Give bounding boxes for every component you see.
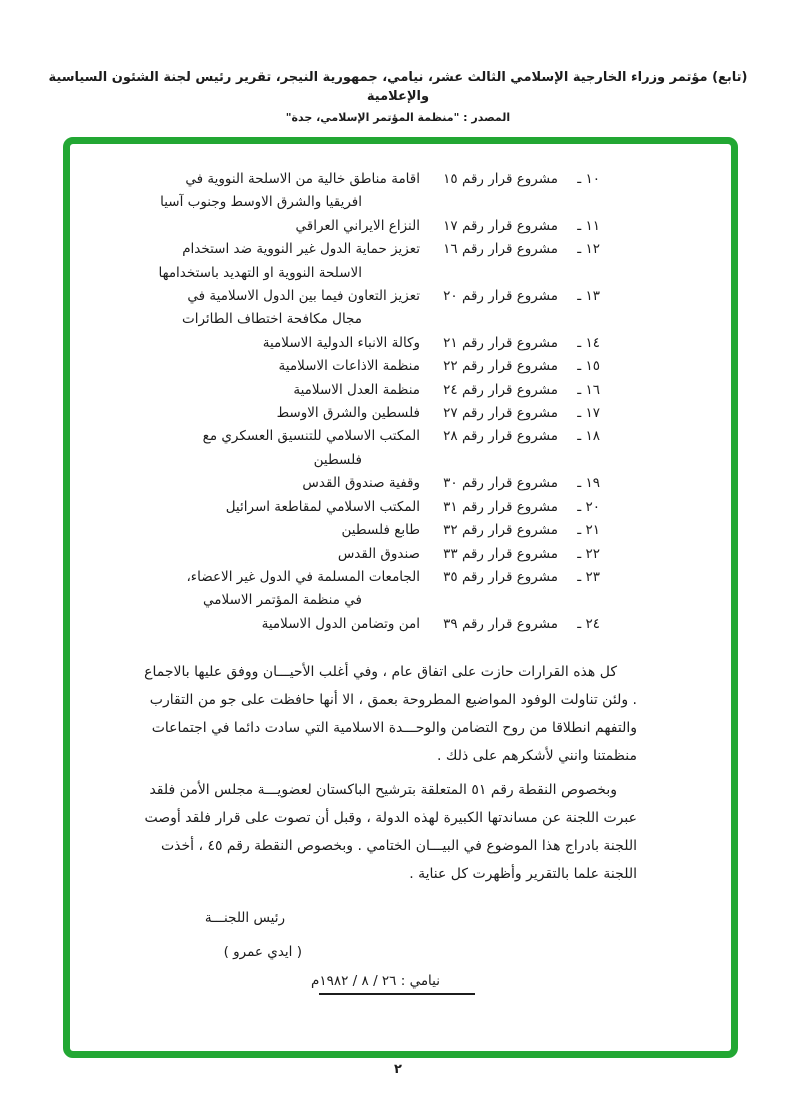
resolution-description [130, 215, 420, 238]
resolution-item-number: ٢٠ ـ [577, 498, 600, 515]
resolution-item-number: ١٦ ـ [577, 381, 600, 398]
resolution-label: مشروع قرار رقم ٢٧ [443, 405, 558, 422]
resolution-description [130, 285, 420, 332]
resolution-row [70, 168, 600, 215]
resolution-label: مشروع قرار رقم ٣٥ [443, 568, 558, 585]
resolution-row [70, 355, 600, 378]
resolution-label: مشروع قرار رقم ٢٤ [443, 381, 558, 398]
resolution-item-number: ٢٤ ـ [577, 615, 600, 632]
signature-underline [319, 993, 475, 995]
resolution-label: مشروع قرار رقم ١٥ [443, 171, 558, 187]
signature-name: ( ايدي عمرو ) [223, 944, 302, 961]
resolution-item-number: ١١ ـ [577, 217, 600, 234]
resolution-label: مشروع قرار رقم ١٦ [443, 241, 558, 258]
resolution-description-line: وكالة الانباء الدولية الاسلامية [262, 334, 420, 351]
resolution-item-number: ١٨ ـ [577, 428, 600, 445]
resolution-row [70, 332, 600, 355]
resolution-row [70, 402, 600, 425]
resolution-description [130, 402, 420, 425]
resolution-description [130, 472, 420, 495]
resolution-item-number: ١٥ ـ [577, 358, 600, 375]
resolution-description [130, 332, 420, 355]
signature-block [70, 910, 731, 995]
resolution-row [70, 379, 600, 402]
resolution-row [70, 543, 600, 566]
resolution-description [130, 355, 420, 378]
resolution-label: مشروع قرار رقم ٢٨ [443, 428, 558, 445]
page-header [0, 0, 796, 124]
resolution-label: مشروع قرار رقم ١٧ [443, 217, 558, 234]
resolution-description [130, 543, 420, 566]
resolution-description-line: النزاع الايراني العراقي [295, 217, 420, 234]
resolution-description-line: منظمة الاذاعات الاسلامية [278, 358, 420, 375]
resolution-description-continuation: افريقيا والشرق الاوسط وجنوب آسيا [160, 194, 362, 211]
resolution-description-line: تعزيز حماية الدول غير النووية ضد استخدام [182, 241, 420, 258]
resolution-row [70, 472, 600, 495]
resolution-label: مشروع قرار رقم ٣٢ [443, 522, 558, 539]
resolution-label: مشروع قرار رقم ٢١ [443, 334, 558, 351]
resolution-description-line: صندوق القدس [337, 545, 420, 562]
annotation-highlight-box [63, 137, 738, 1058]
page-number: ٢ [394, 1062, 402, 1077]
resolution-row [70, 566, 600, 613]
document-source-line: المصدر : "منظمة المؤتمر الإسلامي، جدة" [285, 111, 511, 124]
resolution-row [70, 613, 600, 636]
resolution-item-number: ٢٢ ـ [577, 545, 600, 562]
resolution-description [130, 379, 420, 402]
resolution-description [130, 168, 420, 215]
resolution-row [70, 215, 600, 238]
resolution-description-line: فلسطين والشرق الاوسط [276, 405, 420, 422]
signature-title: رئيس اللجنـــة [204, 910, 285, 927]
resolution-description-line: المكتب الاسلامي لمقاطعة اسرائيل [225, 498, 420, 515]
resolution-row [70, 496, 600, 519]
resolution-row [70, 425, 600, 472]
resolution-label: مشروع قرار رقم ٣٣ [443, 545, 558, 562]
report-paragraph-1: كل هذه القرارات حازت على اتفاق عام ، وفي أغلب الأحيـــان ووفق عليها بالاجماع . ولئن تناولت الوفود المواضيع المطروحة بعمق ، الا أنها حافظت على جو من التقارب والتفهم انطلاقا من روح التضامن والوحـــدة الاسلامية التي سادت دائما في اجتماعات منظمتنا وانني لأشكرهم على ذلك . [144, 664, 637, 765]
resolution-description-line: وقفية صندوق القدس [302, 475, 420, 492]
resolution-row [70, 519, 600, 542]
document-title: (تابع) مؤتمر وزراء الخارجية الإسلامي الثالث عشر، نيامي، جمهورية النيجر، تقرير رئيس لجنة الشئون السياسية والإعلامية [48, 70, 748, 104]
resolution-row [70, 285, 600, 332]
resolution-description-continuation: الاسلحة النووية او التهديد باستخدامها [158, 264, 362, 281]
resolution-description-line: اقامة مناطق خالية من الاسلحة النووية في [185, 171, 420, 187]
resolution-description-line: الجامعات المسلمة في الدول غير الاعضاء، [186, 568, 420, 585]
resolution-description-continuation: في منظمة المؤتمر الاسلامي [203, 592, 362, 609]
resolution-description-line: تعزيز التعاون فيما بين الدول الاسلامية في [187, 288, 420, 305]
resolution-item-number: ٢١ ـ [577, 522, 600, 539]
resolution-item-number: ١٧ ـ [577, 405, 600, 422]
resolution-description-continuation: مجال مكافحة اختطاف الطائرات [181, 311, 362, 328]
resolution-description-continuation: فلسطين [313, 451, 362, 468]
report-paragraph-2: وبخصوص النقطة رقم ٥١ المتعلقة بترشيح الباكستان لعضويـــة مجلس الأمن فلقد عبرت اللجنة عن مساندتها الكبيرة لهذه الدولة ، وقبل أن تصوت على قرار فلقد أوصت اللجنة بادراج هذا الموضوع في البيـــان الختامي . وبخصوص النقطة رقم ٤٥ ، أخذت اللجنة علما بالتقرير وأظهرت كل عناية . [144, 782, 637, 883]
resolution-item-number: ١٣ ـ [577, 288, 600, 305]
resolution-description [130, 613, 420, 636]
resolution-item-number: ١٤ ـ [577, 334, 600, 351]
resolution-description [130, 238, 420, 285]
resolution-item-number: ١٩ ـ [577, 475, 600, 492]
signature-date-line: نيامي : ٢٦ / ٨ / ١٩٨٢م [311, 973, 440, 990]
resolution-item-number: ١٠ ـ [577, 171, 600, 187]
resolution-description [130, 425, 420, 472]
resolution-description-line: طابع فلسطين [341, 522, 420, 539]
resolution-description [130, 519, 420, 542]
resolution-label: مشروع قرار رقم ٣٩ [443, 615, 558, 632]
resolution-label: مشروع قرار رقم ٣٠ [443, 475, 558, 492]
resolution-description-line: امن وتضامن الدول الاسلامية [261, 615, 420, 632]
resolution-item-number: ١٢ ـ [577, 241, 600, 258]
resolution-label: مشروع قرار رقم ٣١ [443, 498, 558, 515]
resolution-label: مشروع قرار رقم ٢٢ [443, 358, 558, 375]
resolution-description [130, 566, 420, 613]
resolution-label: مشروع قرار رقم ٢٠ [443, 288, 558, 305]
resolution-row [70, 238, 600, 285]
resolution-item-number: ٢٣ ـ [577, 568, 600, 585]
resolution-description-line: منظمة العدل الاسلامية [293, 381, 420, 398]
resolution-list [70, 168, 600, 636]
resolution-description-line: المكتب الاسلامي للتنسيق العسكري مع [202, 428, 420, 445]
resolution-description [130, 496, 420, 519]
